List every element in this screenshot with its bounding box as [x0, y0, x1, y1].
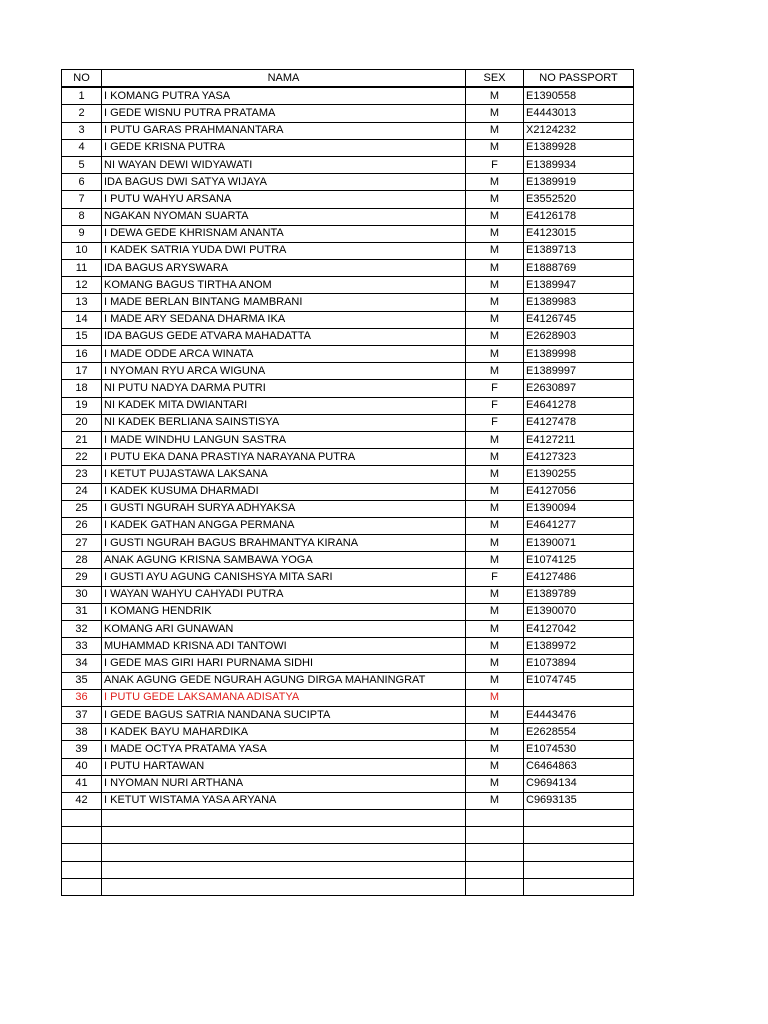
cell-no: 24: [62, 483, 102, 500]
cell-nama: KOMANG BAGUS TIRTHA ANOM: [102, 277, 466, 294]
cell-sex: M: [466, 225, 524, 242]
empty-cell: [62, 827, 102, 844]
cell-sex: M: [466, 311, 524, 328]
cell-sex: F: [466, 397, 524, 414]
cell-no: 18: [62, 380, 102, 397]
cell-sex: M: [466, 363, 524, 380]
cell-no: 16: [62, 346, 102, 363]
cell-passport: E1390094: [524, 500, 634, 517]
cell-passport: E1888769: [524, 260, 634, 277]
cell-nama: I MADE WINDHU LANGUN SASTRA: [102, 431, 466, 448]
table-row: [62, 87, 634, 105]
cell-no: 39: [62, 741, 102, 758]
cell-sex: M: [466, 483, 524, 500]
cell-nama: I PUTU EKA DANA PRASTIYA NARAYANA PUTRA: [102, 449, 466, 466]
empty-cell: [524, 827, 634, 844]
cell-sex: F: [466, 414, 524, 431]
cell-no: 6: [62, 174, 102, 191]
cell-no: 35: [62, 672, 102, 689]
table-row: [62, 208, 634, 225]
cell-nama: I KETUT PUJASTAWA LAKSANA: [102, 466, 466, 483]
cell-no: 30: [62, 586, 102, 603]
table-row: [62, 397, 634, 414]
cell-nama: I GEDE BAGUS SATRIA NANDANA SUCIPTA: [102, 706, 466, 723]
cell-passport: C6464863: [524, 758, 634, 775]
table-row: [62, 191, 634, 208]
cell-passport: E4126178: [524, 208, 634, 225]
cell-nama: IDA BAGUS ARYSWARA: [102, 260, 466, 277]
header-sex: SEX: [466, 70, 524, 88]
cell-passport: E1389919: [524, 174, 634, 191]
cell-no: 42: [62, 792, 102, 809]
cell-no: 21: [62, 431, 102, 448]
empty-cell: [466, 861, 524, 878]
cell-no: 38: [62, 724, 102, 741]
cell-no: 31: [62, 603, 102, 620]
empty-cell: [466, 810, 524, 827]
empty-cell: [62, 844, 102, 861]
cell-no: 9: [62, 225, 102, 242]
table-row: [62, 449, 634, 466]
header-row: [62, 70, 634, 88]
cell-no: 37: [62, 706, 102, 723]
cell-no: 13: [62, 294, 102, 311]
cell-sex: M: [466, 449, 524, 466]
cell-passport: E4443013: [524, 105, 634, 122]
cell-sex: M: [466, 431, 524, 448]
table-row: [62, 500, 634, 517]
cell-passport: [524, 689, 634, 706]
cell-no: 28: [62, 552, 102, 569]
table-row: [62, 792, 634, 809]
table-row: [62, 260, 634, 277]
cell-no: 7: [62, 191, 102, 208]
cell-passport: E1389928: [524, 139, 634, 156]
cell-passport: E4123015: [524, 225, 634, 242]
cell-passport: E4127042: [524, 621, 634, 638]
cell-nama: NI PUTU NADYA DARMA PUTRI: [102, 380, 466, 397]
cell-no: 8: [62, 208, 102, 225]
cell-passport: E4641278: [524, 397, 634, 414]
cell-passport: E1389713: [524, 242, 634, 259]
cell-sex: M: [466, 552, 524, 569]
cell-sex: M: [466, 346, 524, 363]
cell-passport: E4126745: [524, 311, 634, 328]
empty-cell: [524, 844, 634, 861]
header-nama: NAMA: [102, 70, 466, 88]
cell-sex: M: [466, 603, 524, 620]
table-row: [62, 775, 634, 792]
table-row: [62, 655, 634, 672]
cell-passport: E1074745: [524, 672, 634, 689]
empty-cell: [102, 827, 466, 844]
empty-cell: [102, 810, 466, 827]
cell-no: 25: [62, 500, 102, 517]
empty-cell: [62, 878, 102, 895]
cell-no: 14: [62, 311, 102, 328]
cell-no: 11: [62, 260, 102, 277]
cell-nama: NI KADEK MITA DWIANTARI: [102, 397, 466, 414]
cell-sex: M: [466, 775, 524, 792]
table-row: [62, 758, 634, 775]
cell-no: 20: [62, 414, 102, 431]
cell-passport: E1390558: [524, 87, 634, 105]
cell-no: 19: [62, 397, 102, 414]
cell-sex: M: [466, 792, 524, 809]
cell-passport: E4127211: [524, 431, 634, 448]
cell-nama: I MADE OCTYA PRATAMA YASA: [102, 741, 466, 758]
empty-row: [62, 844, 634, 861]
cell-no: 27: [62, 535, 102, 552]
cell-nama: I WAYAN WAHYU CAHYADI PUTRA: [102, 586, 466, 603]
table-row: [62, 346, 634, 363]
cell-passport: E1389998: [524, 346, 634, 363]
cell-nama: I PUTU HARTAWAN: [102, 758, 466, 775]
cell-no: 3: [62, 122, 102, 139]
cell-passport: X2124232: [524, 122, 634, 139]
table-row: [62, 483, 634, 500]
cell-no: 41: [62, 775, 102, 792]
table-row: [62, 225, 634, 242]
cell-no: 32: [62, 621, 102, 638]
cell-no: 26: [62, 517, 102, 534]
cell-nama: ANAK AGUNG KRISNA SAMBAWA YOGA: [102, 552, 466, 569]
cell-sex: M: [466, 122, 524, 139]
cell-sex: F: [466, 156, 524, 173]
cell-nama: I MADE BERLAN BINTANG MAMBRANI: [102, 294, 466, 311]
cell-nama: I KOMANG PUTRA YASA: [102, 87, 466, 105]
table-row: [62, 535, 634, 552]
cell-sex: M: [466, 586, 524, 603]
header-passport: NO PASSPORT: [524, 70, 634, 88]
cell-sex: M: [466, 174, 524, 191]
cell-nama: IDA BAGUS DWI SATYA WIJAYA: [102, 174, 466, 191]
cell-passport: E4127056: [524, 483, 634, 500]
table-row: [62, 122, 634, 139]
cell-passport: E1074530: [524, 741, 634, 758]
table-row: [62, 517, 634, 534]
table-row: [62, 242, 634, 259]
table-row: [62, 638, 634, 655]
empty-cell: [466, 878, 524, 895]
table-row: [62, 569, 634, 586]
cell-sex: M: [466, 260, 524, 277]
cell-sex: M: [466, 689, 524, 706]
table-row: [62, 139, 634, 156]
empty-cell: [102, 878, 466, 895]
cell-sex: M: [466, 87, 524, 105]
cell-no: 33: [62, 638, 102, 655]
cell-no: 1: [62, 87, 102, 105]
cell-nama: I PUTU WAHYU ARSANA: [102, 191, 466, 208]
cell-passport: E4641277: [524, 517, 634, 534]
table-row: [62, 466, 634, 483]
cell-passport: C9694134: [524, 775, 634, 792]
table-row: [62, 363, 634, 380]
empty-cell: [524, 861, 634, 878]
table-row: [62, 105, 634, 122]
cell-passport: E1389789: [524, 586, 634, 603]
cell-sex: F: [466, 380, 524, 397]
cell-nama: I KADEK KUSUMA DHARMADI: [102, 483, 466, 500]
empty-cell: [102, 844, 466, 861]
cell-nama: I KADEK BAYU MAHARDIKA: [102, 724, 466, 741]
cell-nama: I KADEK SATRIA YUDA DWI PUTRA: [102, 242, 466, 259]
cell-no: 22: [62, 449, 102, 466]
cell-sex: M: [466, 466, 524, 483]
cell-sex: M: [466, 724, 524, 741]
table-row: [62, 174, 634, 191]
empty-row: [62, 861, 634, 878]
cell-passport: E4127478: [524, 414, 634, 431]
cell-no: 10: [62, 242, 102, 259]
cell-passport: E4127486: [524, 569, 634, 586]
cell-sex: M: [466, 621, 524, 638]
cell-sex: M: [466, 242, 524, 259]
cell-passport: E1389983: [524, 294, 634, 311]
empty-cell: [524, 810, 634, 827]
cell-passport: E2628554: [524, 724, 634, 741]
cell-no: 2: [62, 105, 102, 122]
cell-sex: F: [466, 569, 524, 586]
cell-no: 12: [62, 277, 102, 294]
cell-nama: I KETUT WISTAMA YASA ARYANA: [102, 792, 466, 809]
cell-passport: C9693135: [524, 792, 634, 809]
cell-nama: I GUSTI NGURAH SURYA ADHYAKSA: [102, 500, 466, 517]
table-row: [62, 552, 634, 569]
cell-no: 17: [62, 363, 102, 380]
cell-nama: I KADEK GATHAN ANGGA PERMANA: [102, 517, 466, 534]
cell-nama: I MADE ODDE ARCA WINATA: [102, 346, 466, 363]
cell-sex: M: [466, 638, 524, 655]
table-row: [62, 277, 634, 294]
cell-passport: E3552520: [524, 191, 634, 208]
cell-nama: I NYOMAN RYU ARCA WIGUNA: [102, 363, 466, 380]
cell-sex: M: [466, 294, 524, 311]
table-row: [62, 414, 634, 431]
cell-sex: M: [466, 328, 524, 345]
empty-cell: [466, 827, 524, 844]
cell-no: 4: [62, 139, 102, 156]
table-row: [62, 328, 634, 345]
passport-table: [61, 69, 634, 896]
cell-nama: NI KADEK BERLIANA SAINSTISYA: [102, 414, 466, 431]
cell-passport: E4127323: [524, 449, 634, 466]
cell-sex: M: [466, 139, 524, 156]
cell-passport: E1073894: [524, 655, 634, 672]
cell-sex: M: [466, 706, 524, 723]
empty-cell: [62, 861, 102, 878]
cell-passport: E1389934: [524, 156, 634, 173]
table-row: [62, 380, 634, 397]
table-row: [62, 741, 634, 758]
cell-passport: E4443476: [524, 706, 634, 723]
cell-nama: I NYOMAN NURI ARTHANA: [102, 775, 466, 792]
cell-nama: I GUSTI AYU AGUNG CANISHSYA MITA SARI: [102, 569, 466, 586]
cell-no: 29: [62, 569, 102, 586]
cell-nama: I PUTU GEDE LAKSAMANA ADISATYA: [102, 689, 466, 706]
table-row: [62, 621, 634, 638]
empty-cell: [524, 878, 634, 895]
table-row: [62, 724, 634, 741]
table-row: [62, 311, 634, 328]
cell-sex: M: [466, 500, 524, 517]
empty-cell: [62, 810, 102, 827]
cell-passport: E2628903: [524, 328, 634, 345]
empty-row: [62, 878, 634, 895]
cell-nama: KOMANG ARI GUNAWAN: [102, 621, 466, 638]
empty-cell: [466, 844, 524, 861]
cell-sex: M: [466, 655, 524, 672]
cell-sex: M: [466, 672, 524, 689]
table-row: [62, 586, 634, 603]
cell-no: 5: [62, 156, 102, 173]
cell-sex: M: [466, 758, 524, 775]
cell-passport: E2630897: [524, 380, 634, 397]
cell-sex: M: [466, 277, 524, 294]
cell-nama: I KOMANG HENDRIK: [102, 603, 466, 620]
cell-nama: NI WAYAN DEWI WIDYAWATI: [102, 156, 466, 173]
cell-sex: M: [466, 741, 524, 758]
cell-sex: M: [466, 208, 524, 225]
cell-no: 36: [62, 689, 102, 706]
table-row: [62, 689, 634, 706]
table-row: [62, 706, 634, 723]
cell-sex: M: [466, 191, 524, 208]
cell-nama: I MADE ARY SEDANA DHARMA IKA: [102, 311, 466, 328]
cell-nama: I GEDE MAS GIRI HARI PURNAMA SIDHI: [102, 655, 466, 672]
header-no: NO: [62, 70, 102, 88]
cell-passport: E1389972: [524, 638, 634, 655]
cell-passport: E1390071: [524, 535, 634, 552]
cell-no: 40: [62, 758, 102, 775]
cell-nama: ANAK AGUNG GEDE NGURAH AGUNG DIRGA MAHANINGRAT: [102, 672, 466, 689]
cell-passport: E1389947: [524, 277, 634, 294]
cell-nama: I PUTU GARAS PRAHMANANTARA: [102, 122, 466, 139]
cell-passport: E1074125: [524, 552, 634, 569]
cell-nama: I GUSTI NGURAH BAGUS BRAHMANTYA KIRANA: [102, 535, 466, 552]
table-row: [62, 672, 634, 689]
cell-sex: M: [466, 535, 524, 552]
cell-nama: I GEDE WISNU PUTRA PRATAMA: [102, 105, 466, 122]
cell-passport: E1390070: [524, 603, 634, 620]
cell-no: 34: [62, 655, 102, 672]
table-row: [62, 156, 634, 173]
cell-nama: NGAKAN NYOMAN SUARTA: [102, 208, 466, 225]
table-body: [62, 87, 634, 895]
cell-nama: MUHAMMAD KRISNA ADI TANTOWI: [102, 638, 466, 655]
cell-nama: I GEDE KRISNA PUTRA: [102, 139, 466, 156]
cell-passport: E1389997: [524, 363, 634, 380]
cell-sex: M: [466, 105, 524, 122]
empty-row: [62, 827, 634, 844]
table-row: [62, 431, 634, 448]
cell-no: 23: [62, 466, 102, 483]
empty-row: [62, 810, 634, 827]
empty-cell: [102, 861, 466, 878]
cell-nama: I DEWA GEDE KHRISNAM ANANTA: [102, 225, 466, 242]
cell-passport: E1390255: [524, 466, 634, 483]
table-row: [62, 294, 634, 311]
cell-nama: IDA BAGUS GEDE ATVARA MAHADATTA: [102, 328, 466, 345]
cell-sex: M: [466, 517, 524, 534]
table-row: [62, 603, 634, 620]
cell-no: 15: [62, 328, 102, 345]
